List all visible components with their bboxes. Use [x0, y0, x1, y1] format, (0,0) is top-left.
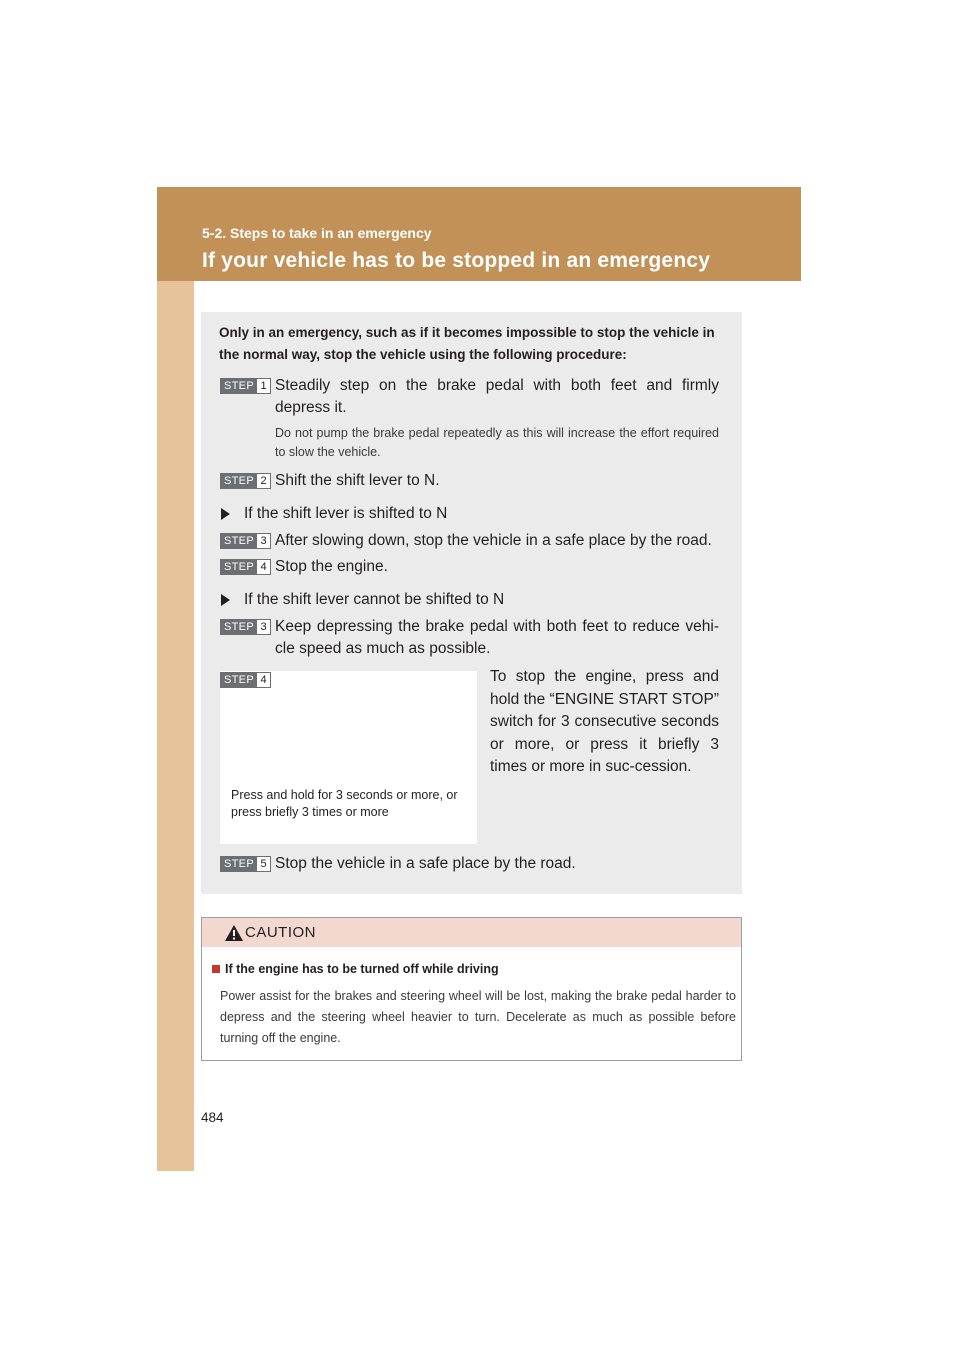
section-label: 5-2. Steps to take in an emergency: [202, 225, 432, 241]
step-badge-number: 5: [257, 857, 270, 871]
step-badge-word: STEP: [224, 380, 254, 392]
step-1-note: Do not pump the brake pedal repeatedly as this will increase the effort required to slow the vehicle.: [275, 426, 719, 459]
step-badge-4b: [220, 672, 271, 688]
arrow-icon: [221, 508, 230, 520]
page-number: 484: [201, 1110, 224, 1125]
step-badge-3a: [220, 533, 271, 549]
caution-subheading-text: If the engine has to be turned off while driving: [225, 962, 499, 976]
intro-text: Only in an emergency, such as if it becomes impossible to stop the vehicle in the normal way, stop the vehicle using the following procedure:: [219, 325, 715, 362]
square-bullet-icon: [212, 965, 220, 973]
step-badge-word: STEP: [224, 674, 254, 686]
step-badge-word: STEP: [224, 561, 254, 573]
step-badge-number: 4: [257, 560, 270, 574]
caution-title: CAUTION: [245, 924, 316, 941]
step-5-text: Stop the vehicle in a safe place by the road.: [275, 855, 576, 872]
step-badge-number: 2: [257, 474, 270, 488]
step-badge-4a: [220, 559, 271, 575]
condition-shifted: [219, 503, 447, 525]
condition-not-shifted: [219, 589, 504, 611]
step-1-text: Steadily step on the brake pedal with both feet and firmly depress it.: [275, 377, 719, 416]
step-badge-word: STEP: [224, 858, 254, 870]
step-badge-word: STEP: [224, 475, 254, 487]
step-badge-number: 3: [257, 534, 270, 548]
caution-subheading: [212, 962, 499, 976]
condition-shifted-text: If the shift lever is shifted to N: [244, 505, 448, 522]
step-badge-number: 1: [257, 379, 270, 393]
side-strip: [157, 187, 194, 1171]
caution-box: [201, 917, 742, 1061]
page-title: If your vehicle has to be stopped in an emergency: [202, 249, 711, 272]
illustration-caption: Press and hold for 3 seconds or more, or press briefly 3 times or more: [231, 788, 458, 819]
step-badge-word: STEP: [224, 621, 254, 633]
step-4b-text: To stop the engine, press and hold the “ENGINE START STOP” switch for 3 consecutive seconds or more, or press it briefly 3 times or more in suc-cession.: [490, 668, 719, 776]
arrow-icon: [221, 594, 230, 606]
step-badge-1: [220, 378, 271, 394]
step-badge-word: STEP: [224, 535, 254, 547]
caution-header: [202, 918, 741, 947]
step-3a-text: After slowing down, stop the vehicle in a safe place by the road.: [275, 532, 712, 549]
warning-icon: [224, 924, 244, 942]
caution-body: Power assist for the brakes and steering wheel will be lost, making the brake pedal harder to depress and the steering wheel heavier to turn. Decelerate as much as possible before turning off the engine.: [220, 989, 736, 1045]
condition-not-shifted-text: If the shift lever cannot be shifted to N: [244, 591, 505, 608]
step-4a-text: Stop the engine.: [275, 558, 388, 575]
step-2-text: Shift the shift lever to N.: [275, 472, 440, 489]
step-badge-number: 3: [257, 620, 270, 634]
step-badge-3b: [220, 619, 271, 635]
step-badge-5: [220, 856, 271, 872]
step-badge-number: 4: [257, 673, 270, 687]
step-3b-text: Keep depressing the brake pedal with both feet to reduce vehi-cle speed as much as possible.: [275, 618, 719, 657]
illustration-panel: [220, 671, 477, 844]
step-badge-2: [220, 473, 271, 489]
